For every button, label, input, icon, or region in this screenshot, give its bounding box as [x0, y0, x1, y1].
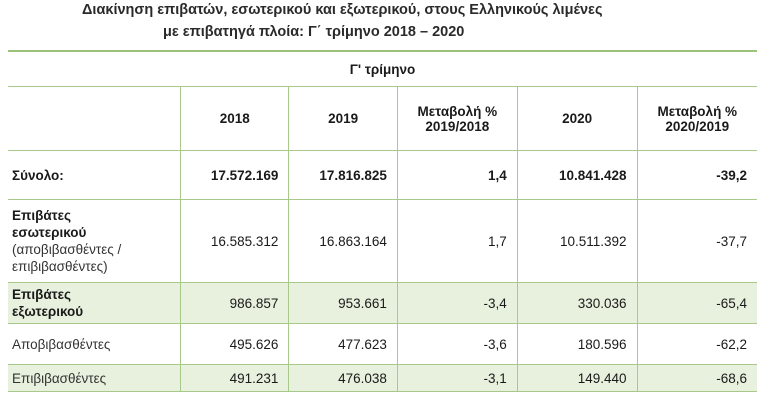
header-row: [8, 87, 757, 151]
passenger-table: [8, 50, 757, 392]
cell-total-2019: 17.816.825: [289, 151, 397, 200]
cell-arrivals-2020: 180.596: [517, 324, 637, 365]
cell-arrivals-2019: 477.623: [289, 324, 397, 365]
cell-international-change2: -65,4: [637, 283, 757, 324]
header-2020: 2020: [517, 87, 637, 151]
table-title-line2: με επιβατηγά πλοία: Γ΄ τρίμηνο 2018 – 2020: [163, 24, 465, 40]
cell-domestic-change1: 1,7: [397, 200, 517, 283]
international-label-line2: εξωτερικού: [12, 304, 84, 319]
header-change-2019-2018: [397, 87, 517, 151]
header-2019: 2019: [289, 87, 397, 151]
cell-international-2018: 986.857: [181, 283, 289, 324]
cell-departures-change1: -3,1: [397, 365, 517, 392]
row-label-departures: Επιβιβασθέντες: [8, 365, 181, 392]
row-label-domestic: [8, 200, 181, 283]
header-change2-line2: 2020/2019: [665, 118, 730, 134]
cell-departures-2020: 149.440: [517, 365, 637, 392]
cell-arrivals-change2: -62,2: [637, 324, 757, 365]
table-row: [8, 365, 757, 392]
row-label-total: Σύνολο:: [8, 151, 181, 200]
table-row: [8, 324, 757, 365]
domestic-label-line1: Επιβάτες: [12, 208, 72, 223]
header-empty: [8, 87, 181, 151]
cell-international-change1: -3,4: [397, 283, 517, 324]
cell-arrivals-change1: -3,6: [397, 324, 517, 365]
cell-domestic-2019: 16.863.164: [289, 200, 397, 283]
cell-domestic-2018: 16.585.312: [181, 200, 289, 283]
domestic-label-line4: επιβιβασθέντες): [12, 259, 108, 274]
row-label-arrivals: Αποβιβασθέντες: [8, 324, 181, 365]
cell-departures-2018: 491.231: [181, 365, 289, 392]
header-2018: 2018: [181, 87, 289, 151]
cell-departures-2019: 476.038: [289, 365, 397, 392]
table-row: [8, 200, 757, 283]
cell-total-2018: 17.572.169: [181, 151, 289, 200]
header-change-2020-2019: [637, 87, 757, 151]
table-row: [8, 151, 757, 200]
row-label-international: [8, 283, 181, 324]
cell-total-change1: 1,4: [397, 151, 517, 200]
cell-international-2019: 953.661: [289, 283, 397, 324]
cell-arrivals-2018: 495.626: [181, 324, 289, 365]
header-change1-line2: 2019/2018: [425, 118, 490, 134]
cell-domestic-change2: -37,7: [637, 200, 757, 283]
header-change1-line1: Μεταβολή %: [417, 103, 498, 119]
table-title-line1: Διακίνηση επιβατών, εσωτερικού και εξωτερικού, στους Ελληνικούς λιμένες: [82, 2, 603, 18]
cell-total-change2: -39,2: [637, 151, 757, 200]
period-row: [8, 51, 757, 87]
cell-departures-change2: -68,6: [637, 365, 757, 392]
domestic-label-line3: (αποβιβασθέντες /: [12, 242, 122, 257]
cell-international-2020: 330.036: [517, 283, 637, 324]
international-label-line1: Επιβάτες: [12, 287, 72, 302]
table-row: [8, 283, 757, 324]
cell-domestic-2020: 10.511.392: [517, 200, 637, 283]
domestic-label-line2: εσωτερικού: [12, 225, 87, 240]
header-change2-line1: Μεταβολή %: [657, 103, 738, 119]
cell-total-2020: 10.841.428: [517, 151, 637, 200]
period-label: Γ' τρίμηνο: [8, 51, 757, 87]
